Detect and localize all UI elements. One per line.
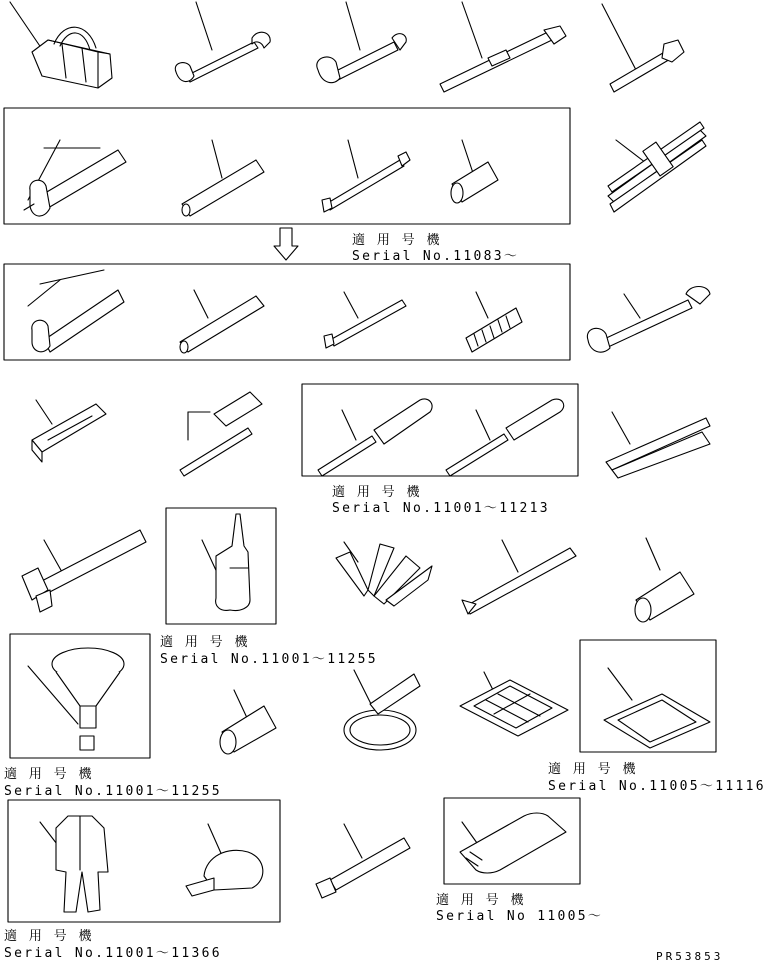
- operation-manual-sheet: [460, 672, 568, 736]
- serial-label-11366: Serial No.11001～11366: [4, 946, 222, 961]
- grease-gun-new: [28, 270, 124, 352]
- thickness-gauge: [336, 542, 432, 606]
- serial-label-11005: Serial No 11005～: [436, 909, 604, 924]
- screwdriver-set: [180, 392, 262, 476]
- cap: [186, 824, 263, 896]
- tool-bag: [10, 2, 112, 88]
- bolt: [602, 4, 684, 92]
- applicable-jp-label-11005: 適 用 号 機: [436, 893, 526, 908]
- screwdriver-phillips: [446, 399, 564, 476]
- filter-wrench: [344, 670, 420, 750]
- grease-gun: [24, 140, 126, 216]
- double-open-end-wrench-small: [175, 2, 270, 82]
- serial-label-11213: Serial No.11001～11213: [332, 501, 550, 516]
- serial-label-11083: Serial No.11083～: [352, 249, 520, 264]
- applicable-jp-label-11255-a: 適 用 号 機: [160, 635, 250, 650]
- socket: [220, 690, 276, 754]
- grease-gun-tube: [182, 140, 264, 216]
- grease-gun-nozzle-new: [324, 292, 406, 348]
- double-open-end-wrench-large: [317, 2, 406, 83]
- serial-label-11255-b: Serial No.11001～11255: [4, 784, 222, 799]
- pliers: [606, 412, 710, 478]
- screwdriver-flat: [318, 399, 432, 476]
- seat-cover: [604, 668, 710, 748]
- adhesive-bottle: [202, 514, 250, 611]
- extension-bar: [440, 2, 566, 92]
- flexible-hose: [466, 292, 522, 352]
- grease-gun-nozzle-hose: [322, 140, 410, 212]
- box-wrench-set: [608, 122, 706, 212]
- applicable-jp-label-11213: 適 用 号 機: [332, 485, 422, 500]
- grease-gun-tube-new: [180, 290, 264, 353]
- applicable-jp-label-11366: 適 用 号 機: [4, 929, 94, 944]
- applicable-jp-label-11116: 適 用 号 機: [548, 762, 638, 777]
- extension-adapter: [316, 824, 410, 898]
- spark-plug-socket: [635, 538, 694, 622]
- serial-label-11255-a: Serial No.11001～11255: [160, 652, 378, 667]
- pry-bar: [462, 540, 576, 614]
- change-arrow: [274, 228, 298, 260]
- grease-cartridge-coupler: [451, 140, 498, 203]
- funnel: [28, 648, 124, 750]
- serial-label-11116: Serial No.11005～11116: [548, 779, 766, 794]
- socket-wrench-set-case: [32, 400, 106, 462]
- applicable-jp-label-11255-b: 適 用 号 機: [4, 767, 94, 782]
- binder: [460, 813, 566, 873]
- drawing-code: PR53853: [656, 950, 724, 963]
- socket-handle: [22, 530, 146, 612]
- coveralls: [40, 816, 108, 912]
- applicable-jp-label-11083: 適 用 号 機: [352, 233, 442, 248]
- single-open-end-wrench: [587, 287, 710, 353]
